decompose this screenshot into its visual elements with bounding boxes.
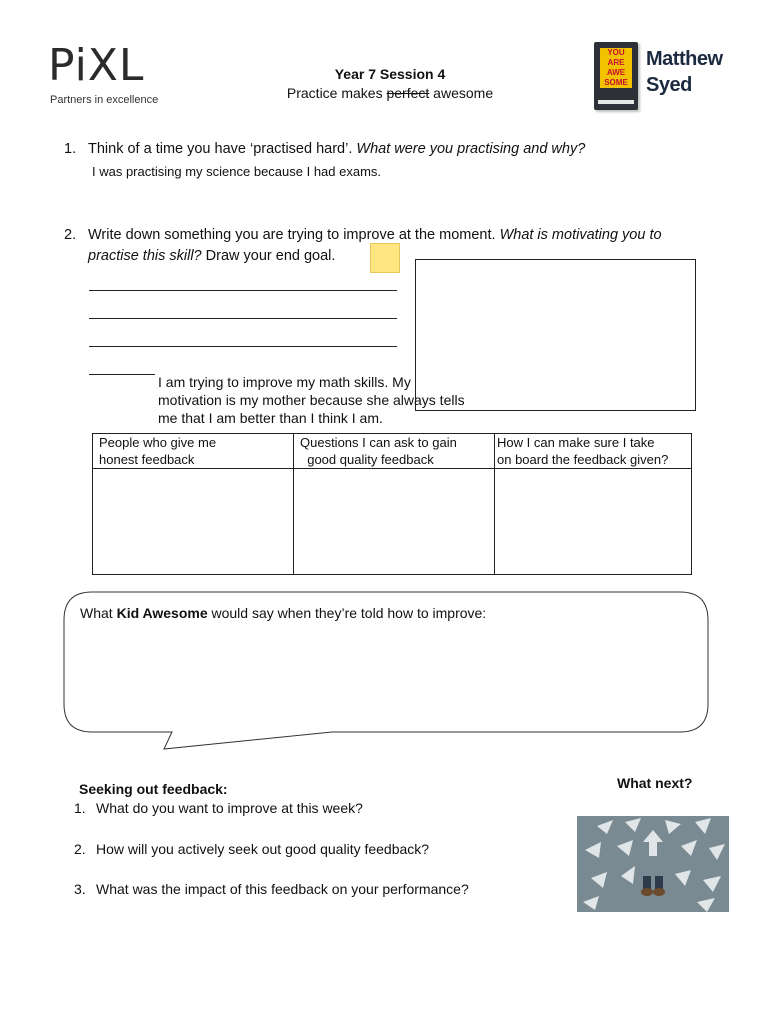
question-1-answer[interactable]: I was practising my science because I had exams. xyxy=(92,164,382,179)
question-2-italic-2: practise this skill? xyxy=(88,248,202,264)
question-2-end: Draw your end goal. xyxy=(201,248,336,264)
pixl-logo: PiXL xyxy=(48,40,145,91)
seeking-item-number: 1. xyxy=(74,800,86,816)
author-last-name: Syed xyxy=(646,74,692,96)
subtitle-struck-word: perfect xyxy=(386,85,430,101)
question-2-number: 2. xyxy=(64,227,77,243)
book-word: YOU xyxy=(607,48,625,57)
question-2-text: Write down something you are trying to improve at the moment. xyxy=(88,227,500,243)
book-word: SOME xyxy=(604,78,628,87)
header-line: on board the feedback given? xyxy=(497,452,669,467)
arrows-photo-icon xyxy=(577,816,729,912)
question-1-italic: What were you practising and why? xyxy=(356,141,586,157)
pixl-tagline: Partners in excellence xyxy=(50,94,159,106)
header-line: honest feedback xyxy=(99,452,195,467)
question-2-answer[interactable]: I am trying to improve my math skills. My motivation is my mother because she always tells me that I am better than I think I am. xyxy=(158,374,465,426)
subtitle-end: awesome xyxy=(429,85,494,101)
arrows-photo-graphic xyxy=(577,816,729,912)
header-line: Questions I can ask to gain xyxy=(300,435,457,450)
header-line: People who give me xyxy=(99,435,217,450)
author-first-name: Matthew xyxy=(646,48,723,70)
seeking-feedback-title: Seeking out feedback: xyxy=(79,781,228,797)
seeking-item-text: What do you want to improve at this week? xyxy=(96,800,363,816)
book-word: AWE xyxy=(606,68,626,77)
header-line: How I can make sure I take xyxy=(497,435,655,450)
session-title: Year 7 Session 4 xyxy=(334,66,446,82)
bubble-suffix: would say when they’re told how to improve: xyxy=(207,605,487,621)
seeking-item-number: 3. xyxy=(74,881,86,897)
bubble-prompt xyxy=(80,605,486,621)
header-line: good quality feedback xyxy=(300,452,434,467)
subtitle-start: Practice makes xyxy=(286,85,387,101)
what-next-title: What next? xyxy=(617,775,693,791)
seeking-item-number: 2. xyxy=(74,841,86,857)
book-word: ARE xyxy=(607,58,625,67)
bubble-prefix: What xyxy=(80,605,117,621)
question-2-italic-1: What is motivating you to xyxy=(499,227,662,243)
seeking-item-text: What was the impact of this feedback on your performance? xyxy=(96,881,469,897)
question-1-number: 1. xyxy=(64,141,77,157)
question-1-text: Think of a time you have ‘practised hard’. xyxy=(88,141,357,157)
kid-awesome-label: Kid Awesome xyxy=(116,605,208,621)
seeking-item-text: How will you actively seek out good quality feedback? xyxy=(96,841,430,857)
